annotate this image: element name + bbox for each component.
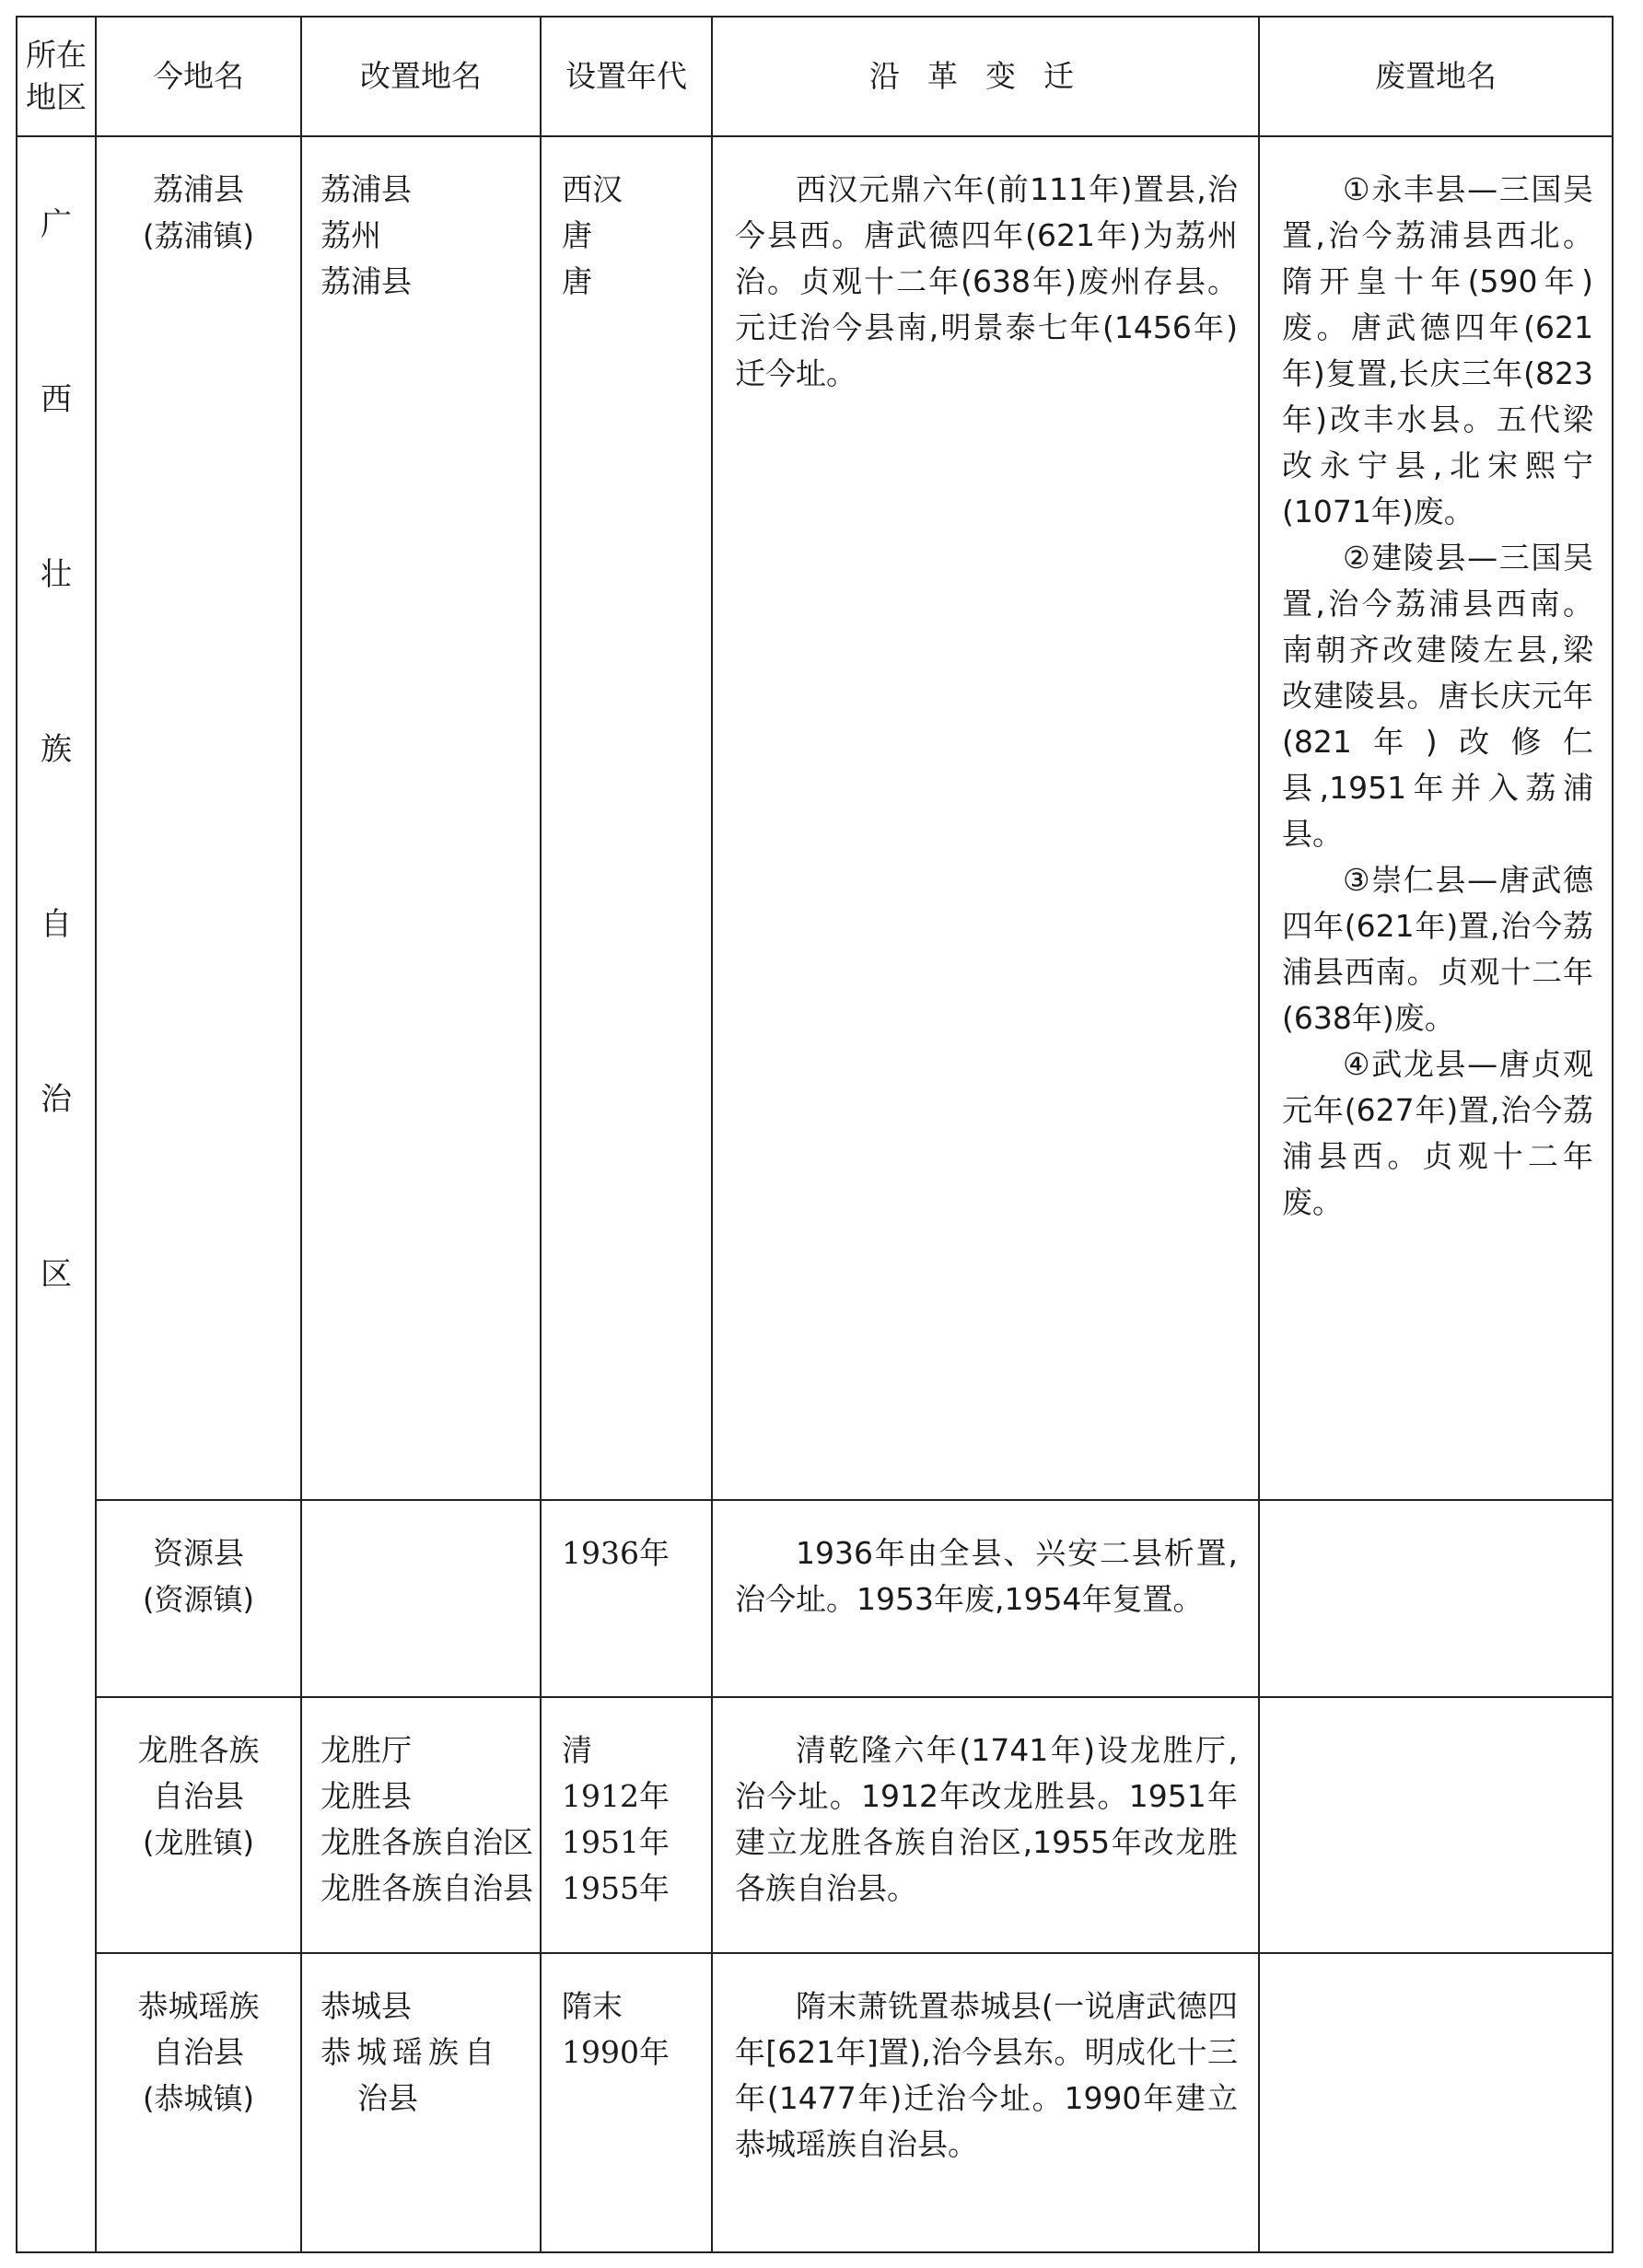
renamed-entry: 治县 bbox=[357, 2080, 418, 2116]
abolished-cell bbox=[1259, 1697, 1613, 1953]
renamed-entry: 恭城县 bbox=[320, 1988, 412, 2024]
current-seat: (资源镇) bbox=[143, 1582, 254, 1617]
renamed-entry: 龙胜县 bbox=[320, 1778, 412, 1814]
current-name: 恭城瑶族 bbox=[137, 1988, 260, 2024]
table-row bbox=[17, 1697, 1613, 1953]
header-renamed: 改置地名 bbox=[301, 17, 541, 136]
renamed-entry: 龙胜厅 bbox=[320, 1732, 412, 1768]
history-text: 清乾隆六年(1741年)设龙胜厅,治今址。1912年改龙胜县。1951年建立龙胜各族自治区,1955年改龙胜各族自治县。 bbox=[735, 1732, 1238, 1906]
history-cell bbox=[712, 1500, 1259, 1697]
established-cell bbox=[541, 1500, 712, 1697]
established-entry: 隋末 bbox=[562, 1988, 623, 2024]
history-text: 西汉元鼎六年(前111年)置县,治今县西。唐武德四年(621年)为荔州治。贞观十二年(638年)废州存县。元迁治今县南,明景泰七年(1456年)迁今址。 bbox=[735, 171, 1238, 391]
region-char: 自 bbox=[41, 906, 72, 943]
abolished-cell bbox=[1259, 1500, 1613, 1697]
current-name-cell bbox=[96, 136, 301, 1500]
renamed-entry: 龙胜各族自治区 bbox=[320, 1824, 533, 1860]
region-char: 族 bbox=[41, 731, 72, 768]
established-entry: 1936年 bbox=[562, 1535, 670, 1571]
history-text: 1936年由全县、兴安二县析置,治今址。1953年废,1954年复置。 bbox=[735, 1535, 1238, 1617]
region-cell bbox=[17, 136, 96, 2252]
current-name-cell bbox=[96, 1697, 301, 1953]
region-char: 治 bbox=[41, 1081, 72, 1118]
current-name: 资源县 bbox=[153, 1535, 244, 1571]
current-name-cell bbox=[96, 1953, 301, 2252]
place-name-table bbox=[16, 16, 1614, 2253]
established-entry: 西汉 bbox=[562, 171, 623, 207]
header-abolished: 废置地名 bbox=[1259, 17, 1613, 136]
region-char: 壮 bbox=[41, 556, 72, 593]
abolished-entry: ②建陵县—三国吴置,治今荔浦县西南。南朝齐改建陵左县,梁改建陵县。唐长庆元年(821年)改修仁县,1951年并入荔浦县。 bbox=[1282, 540, 1593, 852]
history-cell bbox=[712, 1953, 1259, 2252]
header-current-name: 今地名 bbox=[96, 17, 301, 136]
history-text: 隋末萧铣置恭城县(一说唐武德四年[621年]置),治今县东。明成化十三年(1477年)迁治今址。1990年建立恭城瑶族自治县。 bbox=[735, 1988, 1238, 2162]
table-row bbox=[17, 1500, 1613, 1697]
abolished-entry: ①永丰县—三国吴置,治今荔浦县西北。隋开皇十年(590年)废。唐武德四年(621年)复置,长庆三年(823年)改丰水县。五代梁改永宁县,北宋熙宁(1071年)废。 bbox=[1282, 171, 1593, 529]
abolished-cell bbox=[1259, 1953, 1613, 2252]
table-row bbox=[17, 136, 1613, 1500]
established-entry: 唐 bbox=[562, 217, 592, 253]
current-seat: (恭城镇) bbox=[143, 2081, 254, 2116]
header-region bbox=[17, 17, 96, 136]
renamed-entry: 荔州 bbox=[320, 217, 381, 253]
renamed-entry: 荔浦县 bbox=[320, 263, 412, 299]
region-char: 区 bbox=[41, 1256, 72, 1293]
history-cell bbox=[712, 136, 1259, 1500]
renamed-cell bbox=[301, 1500, 541, 1697]
current-name: 荔浦县 bbox=[153, 171, 244, 207]
renamed-cell bbox=[301, 1697, 541, 1953]
header-region-line1: 所在 bbox=[26, 37, 87, 73]
current-name: 自治县 bbox=[153, 2034, 244, 2070]
header-row bbox=[17, 17, 1613, 136]
renamed-cell bbox=[301, 136, 541, 1500]
established-cell bbox=[541, 1697, 712, 1953]
established-entry: 1955年 bbox=[562, 1870, 670, 1906]
header-history: 沿革变迁 bbox=[712, 17, 1259, 136]
renamed-entry: 龙胜各族自治县 bbox=[320, 1870, 533, 1906]
established-entry: 清 bbox=[562, 1732, 592, 1768]
gazetteer-page bbox=[16, 16, 1612, 2253]
established-entry: 1990年 bbox=[562, 2034, 670, 2070]
established-cell bbox=[541, 1953, 712, 2252]
established-entry: 1912年 bbox=[562, 1778, 670, 1814]
established-entry: 1951年 bbox=[562, 1824, 670, 1860]
history-cell bbox=[712, 1697, 1259, 1953]
renamed-entry: 恭城瑶族自 bbox=[320, 2034, 500, 2070]
region-char: 广 bbox=[41, 206, 72, 243]
established-cell bbox=[541, 136, 712, 1500]
renamed-cell bbox=[301, 1953, 541, 2252]
current-name: 龙胜各族 bbox=[137, 1732, 260, 1768]
region-name bbox=[17, 137, 95, 1362]
established-entry: 唐 bbox=[562, 263, 592, 299]
current-seat: (荔浦镇) bbox=[143, 218, 254, 253]
header-established: 设置年代 bbox=[541, 17, 712, 136]
current-seat: (龙胜镇) bbox=[143, 1825, 254, 1860]
current-name-cell bbox=[96, 1500, 301, 1697]
table-row bbox=[17, 1953, 1613, 2252]
current-name: 自治县 bbox=[153, 1778, 244, 1814]
region-char: 西 bbox=[41, 381, 72, 418]
abolished-entry: ④武龙县—唐贞观元年(627年)置,治今荔浦县西。贞观十二年废。 bbox=[1282, 1046, 1593, 1220]
abolished-entry: ③崇仁县—唐武德四年(621年)置,治今荔浦县西南。贞观十二年(638年)废。 bbox=[1282, 862, 1593, 1036]
header-region-line2: 地区 bbox=[26, 79, 87, 115]
abolished-cell bbox=[1259, 136, 1613, 1500]
renamed-entry: 荔浦县 bbox=[320, 171, 412, 207]
